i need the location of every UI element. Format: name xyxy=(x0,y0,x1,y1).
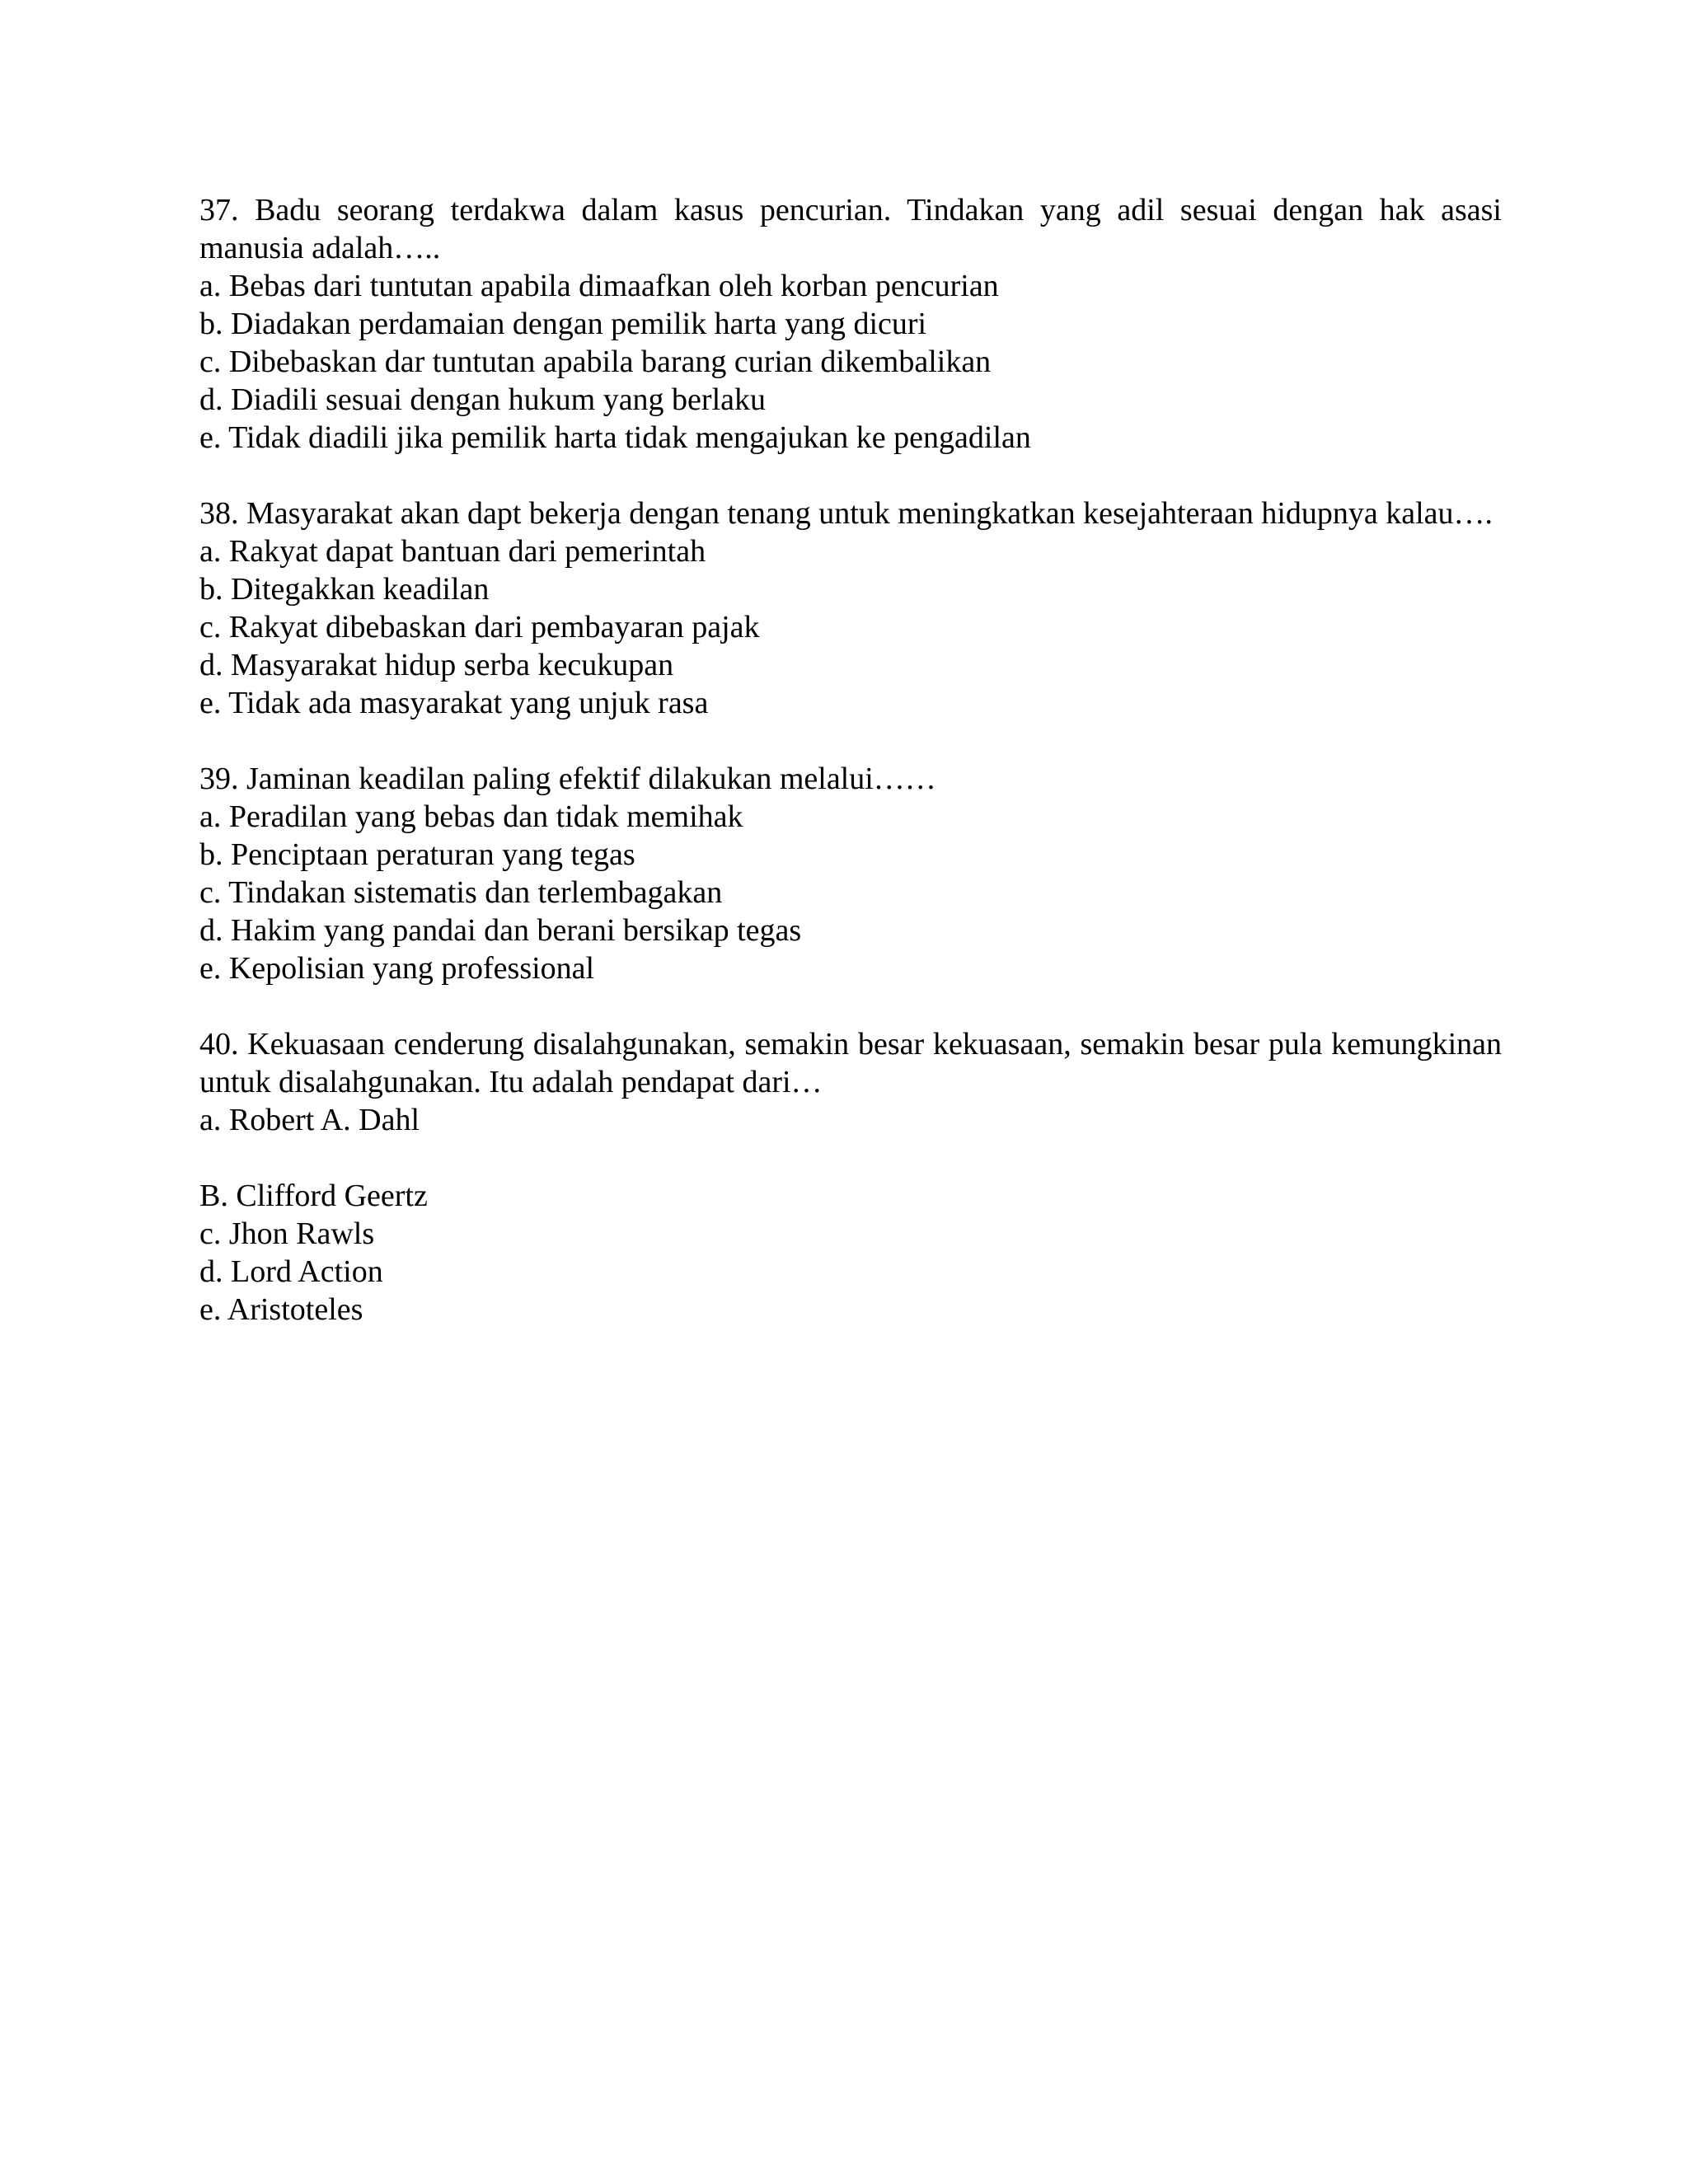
question-39 xyxy=(199,760,1502,987)
option-d: d. Masyarakat hidup serba kecukupan xyxy=(199,648,674,682)
option-d: d. Diadili sesuai dengan hukum yang berlaku xyxy=(199,382,767,417)
option-b: b. Ditegakkan keadilan xyxy=(199,572,490,607)
option-e: e. Tidak diadili jika pemilik harta tidak mengajukan ke pengadilan xyxy=(199,420,1031,455)
option-a: a. Peradilan yang bebas dan tidak memihak xyxy=(199,799,743,834)
question-text: 37. Badu seorang terdakwa dalam kasus pencurian. Tindakan yang adil sesuai dengan hak asasi manusia adalah….. xyxy=(199,193,1502,265)
option-b: b. Penciptaan peraturan yang tegas xyxy=(199,837,635,872)
option-list xyxy=(199,798,1502,987)
option-c: c. Dibebaskan dar tuntutan apabila barang curian dikembalikan xyxy=(199,344,992,379)
question-37 xyxy=(199,191,1502,457)
question-40 xyxy=(199,1025,1502,1329)
option-e: e. Aristoteles xyxy=(199,1292,363,1327)
option-list xyxy=(199,267,1502,457)
option-c: c. Jhon Rawls xyxy=(199,1216,375,1251)
option-e: e. Kepolisian yang professional xyxy=(199,951,595,986)
option-e: e. Tidak ada masyarakat yang unjuk rasa xyxy=(199,686,709,720)
question-text: 40. Kekuasaan cenderung disalahgunakan, semakin besar kekuasaan, semakin besar pula kemungkinan untuk disalahgunakan. Itu adalah pendapat dari… xyxy=(199,1027,1502,1099)
option-d: d. Hakim yang pandai dan berani bersikap tegas xyxy=(199,913,802,948)
option-a: a. Bebas dari tuntutan apabila dimaafkan oleh korban pencurian xyxy=(199,269,999,303)
option-a: a. Rakyat dapat bantuan dari pemerintah xyxy=(199,534,706,569)
option-b: B. Clifford Geertz xyxy=(199,1179,428,1213)
option-b: b. Diadakan perdamaian dengan pemilik harta yang dicuri xyxy=(199,307,927,341)
option-d: d. Lord Action xyxy=(199,1254,383,1289)
option-c: c. Rakyat dibebaskan dari pembayaran pajak xyxy=(199,610,760,644)
question-text: 39. Jaminan keadilan paling efektif dilakukan melalui…… xyxy=(199,762,936,796)
question-text: 38. Masyarakat akan dapt bekerja dengan tenang untuk meningkatkan kesejahteraan hidupnya kalau…. xyxy=(199,496,1493,531)
question-38 xyxy=(199,494,1502,722)
option-list xyxy=(199,532,1502,722)
option-a: a. Robert A. Dahl xyxy=(199,1103,420,1137)
option-c: c. Tindakan sistematis dan terlembagakan xyxy=(199,875,723,910)
document-page xyxy=(199,191,1502,1366)
option-list xyxy=(199,1101,1502,1329)
blank-line xyxy=(199,1139,1502,1177)
